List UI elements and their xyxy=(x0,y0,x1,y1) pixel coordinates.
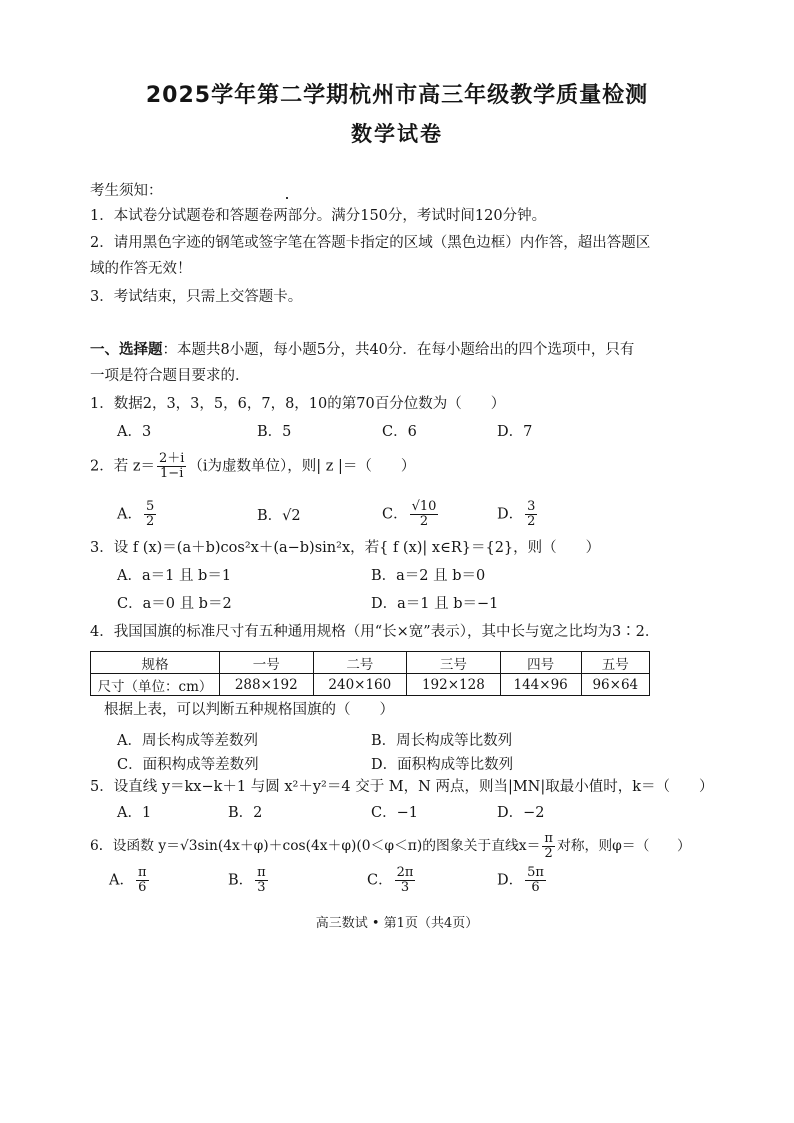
question-6-option-a-label: A． xyxy=(109,872,134,889)
question-6-option-a-fraction xyxy=(136,866,149,895)
question-2-suffix: （i为虚数单位），则| z |＝（ ） xyxy=(188,458,416,475)
question-5-option-b: B．2 xyxy=(228,805,263,821)
question-2-prefix: 2．若 z＝ xyxy=(90,458,155,475)
table-row xyxy=(91,674,650,696)
question-2-option-a-fraction xyxy=(144,500,156,529)
question-3-option-b: B．a＝2 且 b＝0 xyxy=(371,568,486,584)
section-1-intro-line-1: ：本题共8小题，每小题5分，共40分．在每小题给出的四个选项中，只有 xyxy=(162,342,635,358)
question-2-option-b-value: √2 xyxy=(282,508,301,524)
question-6-option-c-fraction xyxy=(395,866,416,895)
question-2-option-d-label: D． xyxy=(497,506,524,523)
notice-item-1: 1．本试卷分试题卷和答题卷两部分。满分150分，考试时间120分钟。 xyxy=(90,208,547,224)
table-header-cell: 一号 xyxy=(220,652,314,674)
table-header-cell: 四号 xyxy=(500,652,581,674)
flag-size-table xyxy=(90,651,650,696)
section-1-intro-line-2: 一项是符合题目要求的． xyxy=(90,368,250,384)
question-2-option-b xyxy=(257,506,301,526)
question-3-option-a: A．a＝1 且 b＝1 xyxy=(117,568,232,584)
question-2-fraction xyxy=(157,452,186,481)
question-2-stem xyxy=(90,452,415,481)
question-6-option-a-numerator: π xyxy=(137,865,147,880)
table-header-cell: 二号 xyxy=(313,652,407,674)
question-6-option-d-fraction xyxy=(525,866,546,895)
question-2-option-a xyxy=(117,500,158,529)
question-6-option-b-fraction xyxy=(255,866,268,895)
question-6-option-c-label: C． xyxy=(367,872,393,889)
question-6-fraction xyxy=(542,832,555,861)
question-5-stem: 5．设直线 y＝kx−k＋1 与圆 x²＋y²＝4 交于 M，N 两点，则当|MN|取最小值时，k＝（ ） xyxy=(90,779,714,795)
question-3-option-d: D．a＝1 且 b＝−1 xyxy=(371,596,499,612)
question-6-option-c xyxy=(367,866,417,895)
notice-item-2-line-2: 域的作答无效！ xyxy=(90,261,192,277)
question-2-option-b-label: B． xyxy=(257,508,283,524)
question-1-option-d: D．7 xyxy=(497,424,533,440)
question-6-option-a-denominator: 6 xyxy=(138,880,147,895)
question-2-fraction-denominator: 1−i xyxy=(160,466,184,481)
question-2-option-c xyxy=(382,500,440,529)
question-6-option-d-label: D． xyxy=(497,872,524,889)
question-6-option-d xyxy=(497,866,548,895)
question-6-option-b-label: B． xyxy=(228,872,254,889)
question-6-option-a xyxy=(109,866,151,895)
question-6-fraction-numerator: π xyxy=(544,831,553,846)
question-2-option-a-denominator: 2 xyxy=(145,514,155,529)
table-cell: 96×64 xyxy=(581,674,649,696)
question-3-stem: 3．设 f (x)＝(a＋b)cos²x＋(a−b)sin²x，若{ f (x)| x∈R}＝{2}，则（ ） xyxy=(90,540,601,556)
question-2-option-d xyxy=(497,500,539,529)
table-header-cell: 五号 xyxy=(581,652,649,674)
scan-speck xyxy=(286,197,288,199)
question-5-option-d: D．−2 xyxy=(497,805,545,821)
question-4-option-a: A．周长构成等差数列 xyxy=(117,733,258,749)
question-1-option-b: B．5 xyxy=(257,424,292,440)
question-1-option-c: C．6 xyxy=(382,424,417,440)
question-2-option-d-fraction xyxy=(525,500,537,529)
question-6-prefix: 6．设函数 y＝√3sin(4x＋φ)＋cos(4x＋φ)(0＜φ＜π)的图象关于直线x＝ xyxy=(90,838,541,854)
question-6-option-c-denominator: 3 xyxy=(400,880,410,895)
notice-item-3: 3．考试结束，只需上交答题卡。 xyxy=(90,289,303,305)
question-6-suffix: 对称，则φ＝（ ） xyxy=(556,838,691,854)
question-2-option-a-numerator: 5 xyxy=(145,499,155,514)
table-header-cell: 三号 xyxy=(407,652,501,674)
question-4-option-d: D．面积构成等比数列 xyxy=(371,757,514,773)
question-4-stem: 4．我国国旗的标准尺寸有五种通用规格（用“长×宽”表示），其中长与宽之比均为3∶2． xyxy=(90,624,660,640)
question-6-option-b-denominator: 3 xyxy=(257,880,266,895)
question-6-option-b xyxy=(228,866,270,895)
question-2-option-a-label: A． xyxy=(117,506,142,523)
question-4-after-table: 根据上表，可以判断五种规格国旗的（ ） xyxy=(104,702,394,718)
question-2-option-c-fraction xyxy=(410,500,439,529)
question-2-fraction-numerator: 2＋i xyxy=(158,451,185,466)
question-6-stem xyxy=(90,832,691,861)
question-2-option-c-denominator: 2 xyxy=(419,514,429,529)
table-header-row xyxy=(91,652,650,674)
question-6-option-d-numerator: 5π xyxy=(527,865,544,880)
question-1-option-a: A．3 xyxy=(117,424,152,440)
section-1-label: 一、选择题 xyxy=(90,341,163,358)
question-4-option-b: B．周长构成等比数列 xyxy=(371,733,513,749)
table-cell: 144×96 xyxy=(500,674,581,696)
table-cell: 288×192 xyxy=(220,674,314,696)
question-6-option-b-numerator: π xyxy=(257,865,266,880)
question-2-option-c-label: C． xyxy=(382,506,408,523)
question-2-option-d-denominator: 2 xyxy=(527,514,536,529)
exam-title: 2025学年第二学期杭州市高三年级教学质量检测 xyxy=(145,83,649,108)
question-5-option-c: C．−1 xyxy=(371,805,418,821)
exam-subtitle: 数学试卷 xyxy=(351,122,443,146)
question-1-stem: 1．数据2，3，3，5，6，7，8，10的第70百分位数为（ ） xyxy=(90,396,506,412)
table-cell: 尺寸（单位：cm） xyxy=(91,674,220,696)
question-6-option-d-denominator: 6 xyxy=(531,880,540,895)
question-5-option-a: A．1 xyxy=(117,805,152,821)
question-2-option-d-numerator: 3 xyxy=(527,499,536,514)
notice-heading: 考生须知： xyxy=(90,183,163,199)
question-6-fraction-denominator: 2 xyxy=(544,846,553,861)
question-3-option-c: C．a＝0 且 b＝2 xyxy=(117,596,232,612)
page-footer: 高三数试 • 第1页（共4页） xyxy=(315,916,479,931)
table-cell: 192×128 xyxy=(407,674,501,696)
question-2-option-c-numerator: √10 xyxy=(411,499,437,514)
section-1-intro xyxy=(90,340,634,360)
question-4-option-c: C．面积构成等差数列 xyxy=(117,757,259,773)
table-header-cell: 规格 xyxy=(91,652,220,674)
question-6-option-c-numerator: 2π xyxy=(396,865,414,880)
notice-item-2-line-1: 2．请用黑色字迹的钢笔或签字笔在答题卡指定的区域（黑色边框）内作答，超出答题区 xyxy=(90,235,651,251)
table-cell: 240×160 xyxy=(313,674,407,696)
